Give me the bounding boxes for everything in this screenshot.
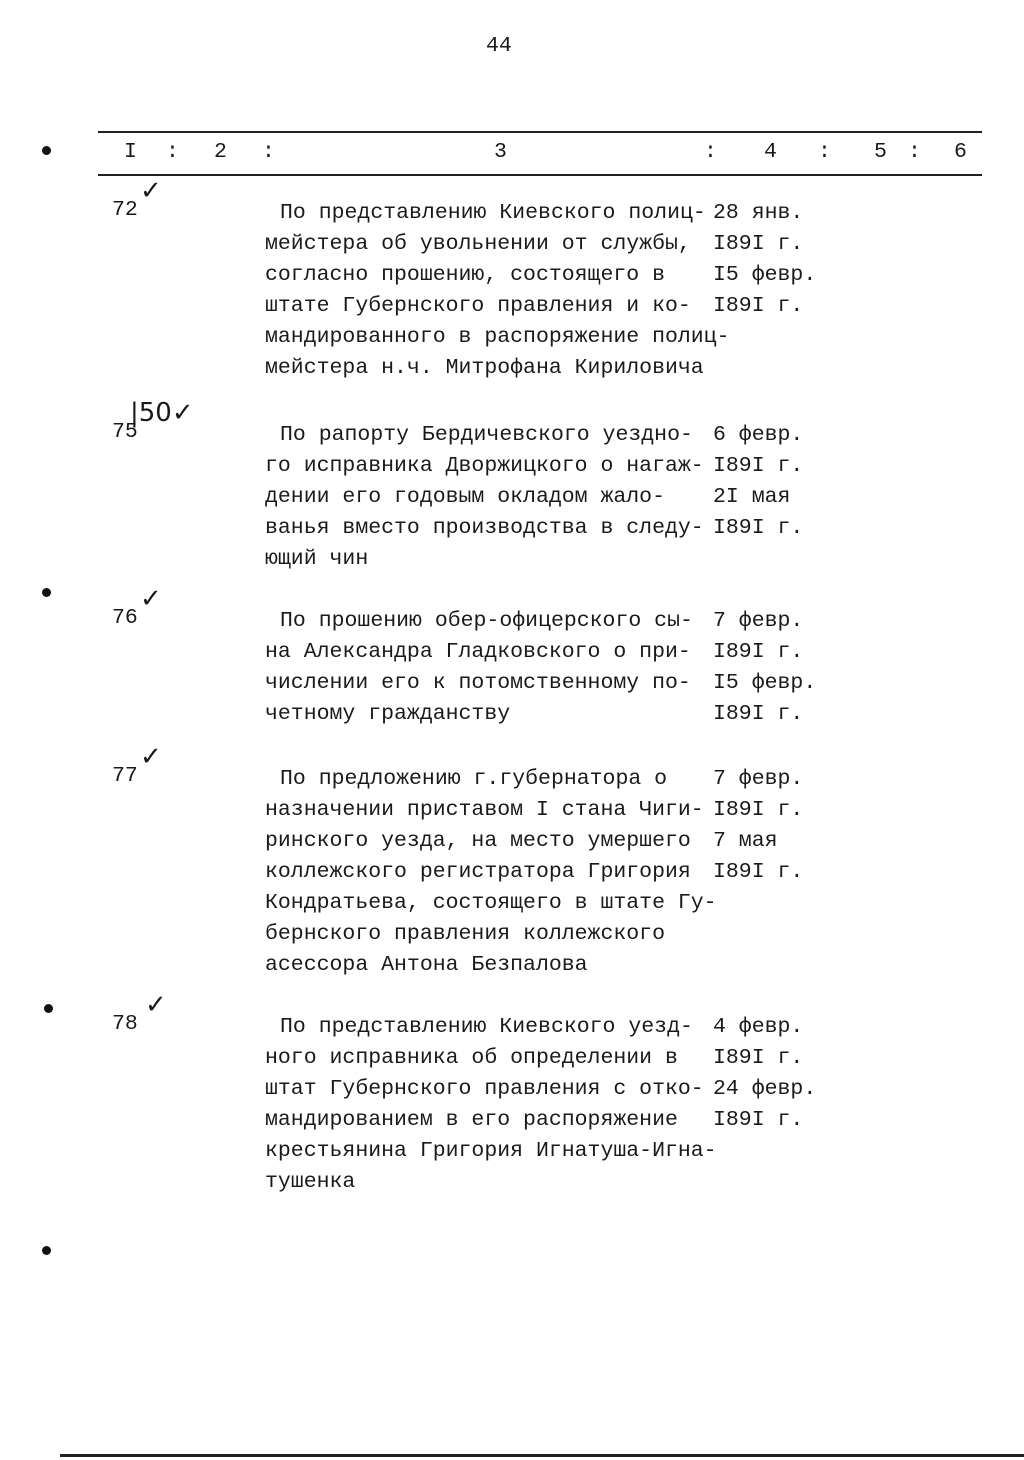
binder-hole [42,1246,51,1255]
date-line: I89I г. [713,640,804,664]
text-line: крестьянина Григория Игнатуша-Игна- [265,1139,717,1163]
entry-text [265,198,729,384]
text-line: асессора Антона Безпалова [265,953,588,977]
header-rule-bottom [98,174,982,176]
date-line: I89I г. [713,454,804,478]
date-line: I89I г. [713,860,804,884]
text-line: го исправника Дворжицкого о нагаж- [265,454,704,478]
text-line: дении его годовым окладом жало- [265,485,665,509]
entry-number: 72 [112,198,138,222]
text-line: штат Губернского правления с отко- [265,1077,704,1101]
entry-text [265,606,693,730]
text-line: числении его к потомственному по- [265,671,691,695]
text-line: мейстера н.ч. Митрофана Кириловича [265,356,704,380]
entry-number: 76 [112,606,138,630]
text-line: По предложению г.губернатора о [280,767,668,791]
date-line: 4 февр. [713,1015,804,1039]
date-line: 28 янв. [713,201,804,225]
date-line: 6 февр. [713,423,804,447]
binder-hole [44,1004,53,1013]
header-rule-top [98,131,982,133]
col-2: 2 [214,140,227,164]
col-sep: : [818,140,831,164]
col-3: 3 [494,140,507,164]
text-line: По рапорту Бердичевского уездно- [280,423,693,447]
entry-number: 77 [112,764,138,788]
binder-hole [42,146,51,155]
date-line: 2I мая [713,485,791,509]
date-line: 7 мая [713,829,778,853]
bottom-edge [60,1454,1024,1457]
text-line: штате Губернского правления и ко- [265,294,691,318]
text-line: ринского уезда, на место умершего [265,829,691,853]
col-sep: : [704,140,717,164]
checkmark-icon: |50✓ [130,398,194,428]
text-line: назначении приставом I стана Чиги- [265,798,704,822]
page-number: 44 [486,34,512,58]
col-1: I [124,140,137,164]
date-line: 24 февр. [713,1077,817,1101]
binder-hole [42,588,51,597]
text-line: четному гражданству [265,702,511,726]
date-line: I5 февр. [713,263,817,287]
date-line: 7 февр. [713,609,804,633]
entry-dates [713,1012,816,1136]
col-sep: : [166,140,179,164]
col-sep: : [262,140,275,164]
text-line: согласно прошению, состоящего в [265,263,665,287]
date-line: I89I г. [713,1108,804,1132]
entry-dates [713,606,816,730]
text-line: мейстера об увольнении от службы, [265,232,691,256]
col-6: 6 [954,140,967,164]
text-line: на Александра Гладковского о при- [265,640,691,664]
entry-dates [713,198,816,322]
text-line: мандированного в распоряжение полиц- [265,325,730,349]
entry-text [265,764,717,981]
checkmark-icon: ✓ [140,584,162,614]
text-line: По представлению Киевского уезд- [280,1015,693,1039]
entry-number: 78 [112,1012,138,1036]
col-sep: : [908,140,921,164]
entry-number: 75 [112,420,138,444]
col-5: 5 [874,140,887,164]
checkmark-icon: ✓ [145,990,167,1020]
text-line: коллежского регистратора Григория [265,860,691,884]
text-line: бернского правления коллежского [265,922,665,946]
checkmark-icon: ✓ [140,176,162,206]
col-4: 4 [764,140,777,164]
date-line: I89I г. [713,702,804,726]
text-line: мандированием в его распоряжение [265,1108,678,1132]
date-line: I89I г. [713,798,804,822]
entry-text [265,1012,717,1198]
text-line: ванья вместо производства в следу- [265,516,704,540]
entry-dates [713,420,803,544]
text-line: ющий чин [265,547,369,571]
text-line: По представлению Киевского полиц- [280,201,706,225]
date-line: I89I г. [713,294,804,318]
date-line: 7 февр. [713,767,804,791]
date-line: I89I г. [713,1046,804,1070]
column-header [0,140,1024,168]
date-line: I89I г. [713,232,804,256]
date-line: I5 февр. [713,671,817,695]
text-line: Кондратьева, состоящего в штате Гу- [265,891,717,915]
date-line: I89I г. [713,516,804,540]
text-line: тушенка [265,1170,356,1194]
entry-dates [713,764,803,888]
checkmark-icon: ✓ [140,742,162,772]
text-line: По прошению обер-офицерского сы- [280,609,693,633]
text-line: ного исправника об определении в [265,1046,678,1070]
entry-text [265,420,704,575]
